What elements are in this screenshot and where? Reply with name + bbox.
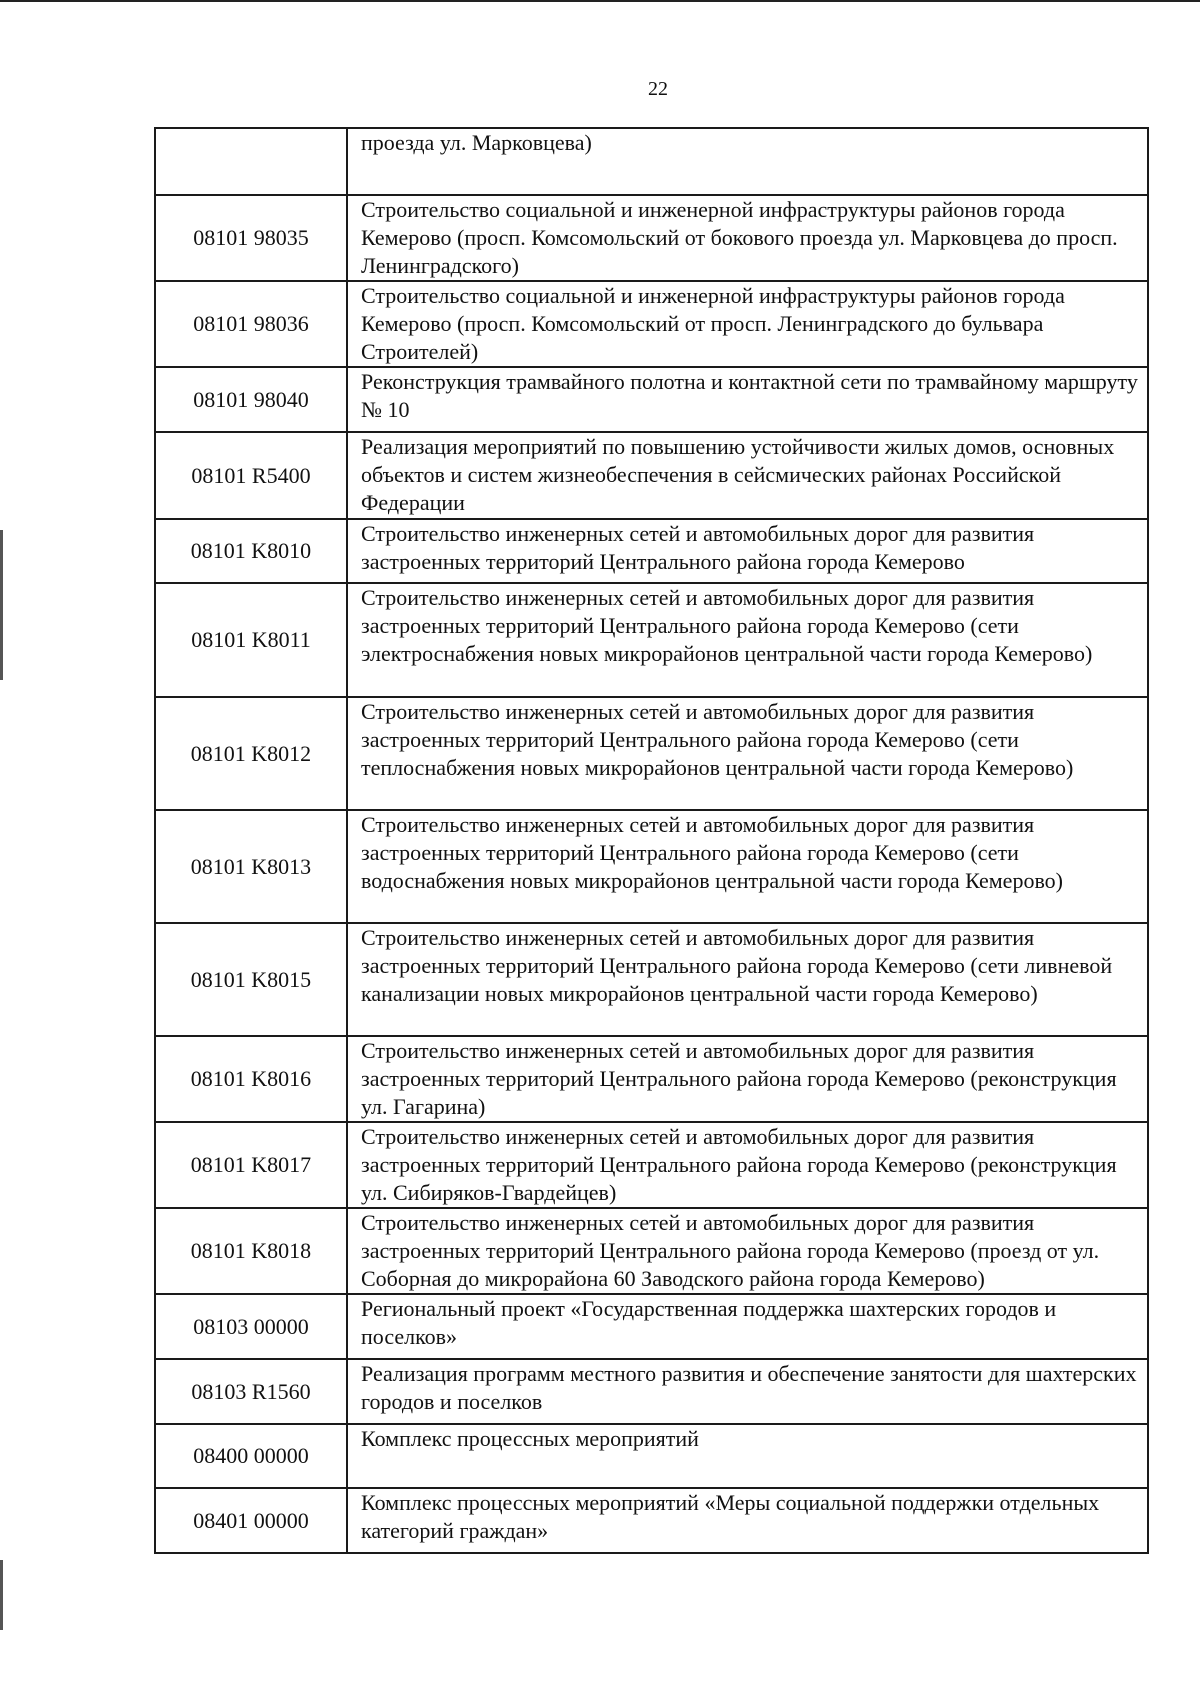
table-row	[155, 519, 1148, 583]
code-cell	[155, 128, 347, 195]
scan-margin-mark	[0, 530, 3, 680]
table-row	[155, 1424, 1148, 1488]
table-row	[155, 1122, 1148, 1208]
page-number: 22	[648, 78, 668, 100]
table-row	[155, 1208, 1148, 1294]
table-row	[155, 367, 1148, 432]
code-cell: 08400 00000	[155, 1424, 347, 1488]
description-cell: Строительство инженерных сетей и автомобильных дорог для развития застроенных территорий Центрального района города Кемерово	[347, 519, 1148, 583]
code-cell: 08101 K8016	[155, 1036, 347, 1122]
table-row	[155, 128, 1148, 195]
table-row	[155, 583, 1148, 697]
table-row	[155, 281, 1148, 367]
description-cell: Строительство социальной и инженерной инфраструктуры районов города Кемерово (просп. Комсомольский от просп. Ленинградского до бульвара Строителей)	[347, 281, 1148, 367]
description-cell: Региональный проект «Государственная поддержка шахтерских городов и поселков»	[347, 1294, 1148, 1359]
table-row	[155, 1036, 1148, 1122]
table-row	[155, 1294, 1148, 1359]
code-cell: 08101 K8018	[155, 1208, 347, 1294]
table-row	[155, 697, 1148, 810]
code-cell: 08101 K8010	[155, 519, 347, 583]
code-cell: 08103 00000	[155, 1294, 347, 1359]
budget-code-table	[154, 127, 1149, 1554]
table-row	[155, 432, 1148, 519]
description-cell: Строительство инженерных сетей и автомобильных дорог для развития застроенных территорий Центрального района города Кемерово (сети электроснабжения новых микрорайонов центральной части города Кемерово)	[347, 583, 1148, 697]
description-cell: Реализация программ местного развития и обеспечение занятости для шахтерских городов и поселков	[347, 1359, 1148, 1424]
scan-margin-mark	[0, 1560, 3, 1630]
description-cell: Реализация мероприятий по повышению устойчивости жилых домов, основных объектов и систем жизнеобеспечения в сейсмических районах Российской Федерации	[347, 432, 1148, 519]
code-cell: 08401 00000	[155, 1488, 347, 1553]
page-top-rule	[0, 0, 1200, 2]
description-cell: Строительство инженерных сетей и автомобильных дорог для развития застроенных территорий Центрального района города Кемерово (сети ливневой канализации новых микрорайонов центральной части города Кемерово)	[347, 923, 1148, 1036]
code-cell: 08101 98040	[155, 367, 347, 432]
code-cell: 08103 R1560	[155, 1359, 347, 1424]
description-cell: Строительство инженерных сетей и автомобильных дорог для развития застроенных территорий Центрального района города Кемерово (сети водоснабжения новых микрорайонов центральной части города Кемерово)	[347, 810, 1148, 923]
code-cell: 08101 98036	[155, 281, 347, 367]
description-cell: Строительство инженерных сетей и автомобильных дорог для развития застроенных территорий Центрального района города Кемерово (реконструкция ул. Гагарина)	[347, 1036, 1148, 1122]
description-cell: Строительство социальной и инженерной инфраструктуры районов города Кемерово (просп. Комсомольский от бокового проезда ул. Марковцева до просп. Ленинградского)	[347, 195, 1148, 281]
code-cell: 08101 K8015	[155, 923, 347, 1036]
description-cell: Строительство инженерных сетей и автомобильных дорог для развития застроенных территорий Центрального района города Кемерово (сети теплоснабжения новых микрорайонов центральной части города Кемерово)	[347, 697, 1148, 810]
description-cell: проезда ул. Марковцева)	[347, 128, 1148, 195]
table-row	[155, 195, 1148, 281]
code-cell: 08101 K8013	[155, 810, 347, 923]
description-cell: Комплекс процессных мероприятий «Меры социальной поддержки отдельных категорий граждан»	[347, 1488, 1148, 1553]
table-row	[155, 1488, 1148, 1553]
code-cell: 08101 K8011	[155, 583, 347, 697]
code-cell: 08101 K8017	[155, 1122, 347, 1208]
description-cell: Реконструкция трамвайного полотна и контактной сети по трамвайному маршруту № 10	[347, 367, 1148, 432]
description-cell: Строительство инженерных сетей и автомобильных дорог для развития застроенных территорий Центрального района города Кемерово (реконструкция ул. Сибиряков-Гвардейцев)	[347, 1122, 1148, 1208]
code-cell: 08101 98035	[155, 195, 347, 281]
table-row	[155, 810, 1148, 923]
table-row	[155, 923, 1148, 1036]
description-cell: Комплекс процессных мероприятий	[347, 1424, 1148, 1488]
table-row	[155, 1359, 1148, 1424]
code-cell: 08101 K8012	[155, 697, 347, 810]
description-cell: Строительство инженерных сетей и автомобильных дорог для развития застроенных территорий Центрального района города Кемерово (проезд от ул. Соборная до микрорайона 60 Заводского района города Кемерово)	[347, 1208, 1148, 1294]
code-cell: 08101 R5400	[155, 432, 347, 519]
